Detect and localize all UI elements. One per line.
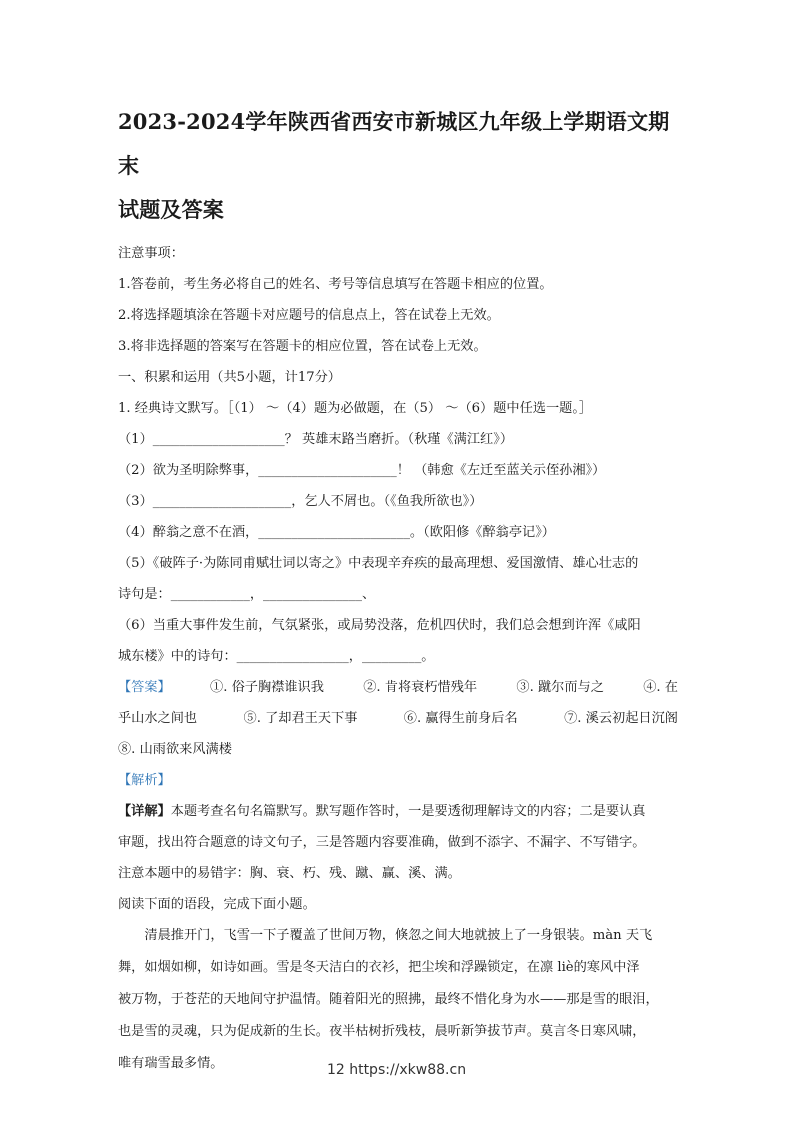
question-1-part-2: （2）欲为圣明除弊事，_____________________！ （韩愈《左迁至蓝关示侄孙湘》） xyxy=(118,463,606,478)
detail-line-3: 注意本题中的易错字：胸、衰、朽、残、蹴、赢、溪、满。 xyxy=(118,866,461,881)
page-footer: 12 https://xkw88.cn xyxy=(326,1062,467,1078)
question-1-stem: 1. 经典诗文默写。［（1） ～（4）题为必做题，在（5） ～（6）题中任选一题。］ xyxy=(118,401,593,416)
notice-item-3: 3.将非选择题的答案写在答题卡的相应位置，答在试卷上无效。 xyxy=(118,339,487,354)
answer-row-2 xyxy=(118,703,678,734)
detail-line-2: 审题，找出符合题意的诗文句子，三是答题内容要准确，做到不添字、不漏字、不写错字。 xyxy=(118,835,646,850)
passage-line-2: 舞，如烟如柳，如诗如画。雪是冬天洁白的衣衫，把尘埃和浮躁锁定，在凛 liè的寒风中泽 xyxy=(118,960,640,975)
question-1-part-5-line-1: （5）《破阵子·为陈同甫赋壮词以寄之》中表现辛弃疾的最高理想、爱国激情、雄心壮志的 xyxy=(118,556,639,571)
passage-line-1: 清晨推开门，飞雪一下子覆盖了世间万物，倏忽之间大地就披上了一身银装。màn 天飞 xyxy=(144,928,653,943)
title-line-2: 试题及答案 xyxy=(118,197,224,222)
document-body xyxy=(118,100,678,1080)
answer-row-3: ⑧. 山雨欲来风满楼 xyxy=(118,742,232,757)
passage-line-5: 唯有瑞雪最多情。 xyxy=(118,1056,224,1071)
answer-item: ⑤. 了却君王天下事 xyxy=(243,711,358,726)
answer-item: ⑦. 溪云初起日沉阁 xyxy=(564,711,678,726)
notice-item-1: 1.答卷前，考生务必将自己的姓名、考号等信息填写在答题卡相应的位置。 xyxy=(118,277,553,292)
reading-intro: 阅读下面的语段，完成下面小题。 xyxy=(118,897,316,912)
question-1-part-5-line-2: 诗句是：____________，_______________、 xyxy=(118,587,376,602)
question-1-part-1: （1）____________________？ 英雄末路当磨折。（秋瑾《满江红》） xyxy=(118,432,514,447)
answer-item: ④. 在 xyxy=(643,680,678,695)
question-1-part-6-line-1: （6）当重大事件发生前，气氛紧张，或局势没落，危机四伏时，我们总会想到许浑《咸阳 xyxy=(118,618,641,633)
notice-heading: 注意事项： xyxy=(118,246,184,261)
question-1-part-6-line-2: 城东楼》中的诗句：_________________，_________。 xyxy=(118,649,435,664)
answer-item: ⑥. 赢得生前身后名 xyxy=(403,711,518,726)
detail-line-1 xyxy=(118,796,678,827)
answer-row-1 xyxy=(118,672,678,703)
title-line-1: 2023-2024学年陕西省西安市新城区九年级上学期语文期末 xyxy=(118,109,670,178)
passage-line-3: 被万物，于苍茫的天地间守护温情。随着阳光的照拂，最终不惜化身为水——那是雪的眼泪， xyxy=(118,992,659,1007)
analysis-tag: 【解析】 xyxy=(118,773,171,788)
answer-tag: 【答案】 xyxy=(118,680,171,695)
question-1-part-3: （3）_____________________，乞人不屑也。（《鱼我所欲也》） xyxy=(118,494,483,509)
question-1-part-4: （4）醉翁之意不在酒，_______________________。（欧阳修《醉翁亭记》） xyxy=(118,525,555,540)
answer-item: ③. 蹴尔而与之 xyxy=(516,680,604,695)
passage-line-4: 也是雪的灵魂，只为促成新的生长。夜半枯树折残枝，晨听新笋拔节声。莫言冬日寒风啸， xyxy=(118,1024,646,1039)
notice-item-2: 2.将选择题填涂在答题卡对应题号的信息点上，答在试卷上无效。 xyxy=(118,308,500,323)
answer-item: 乎山水之间也 xyxy=(118,711,198,726)
detail-tag: 【详解】 xyxy=(118,804,171,819)
section-heading: 一、积累和运用（共5小题，计17分） xyxy=(118,370,341,385)
detail-text: 本题考查名句名篇默写。默写题作答时，一是要透彻理解诗文的内容；二是要认真 xyxy=(170,804,646,819)
answer-item: ②. 肯将衰朽惜残年 xyxy=(363,680,478,695)
answer-item: ①. 俗子胸襟谁识我 xyxy=(210,680,324,695)
